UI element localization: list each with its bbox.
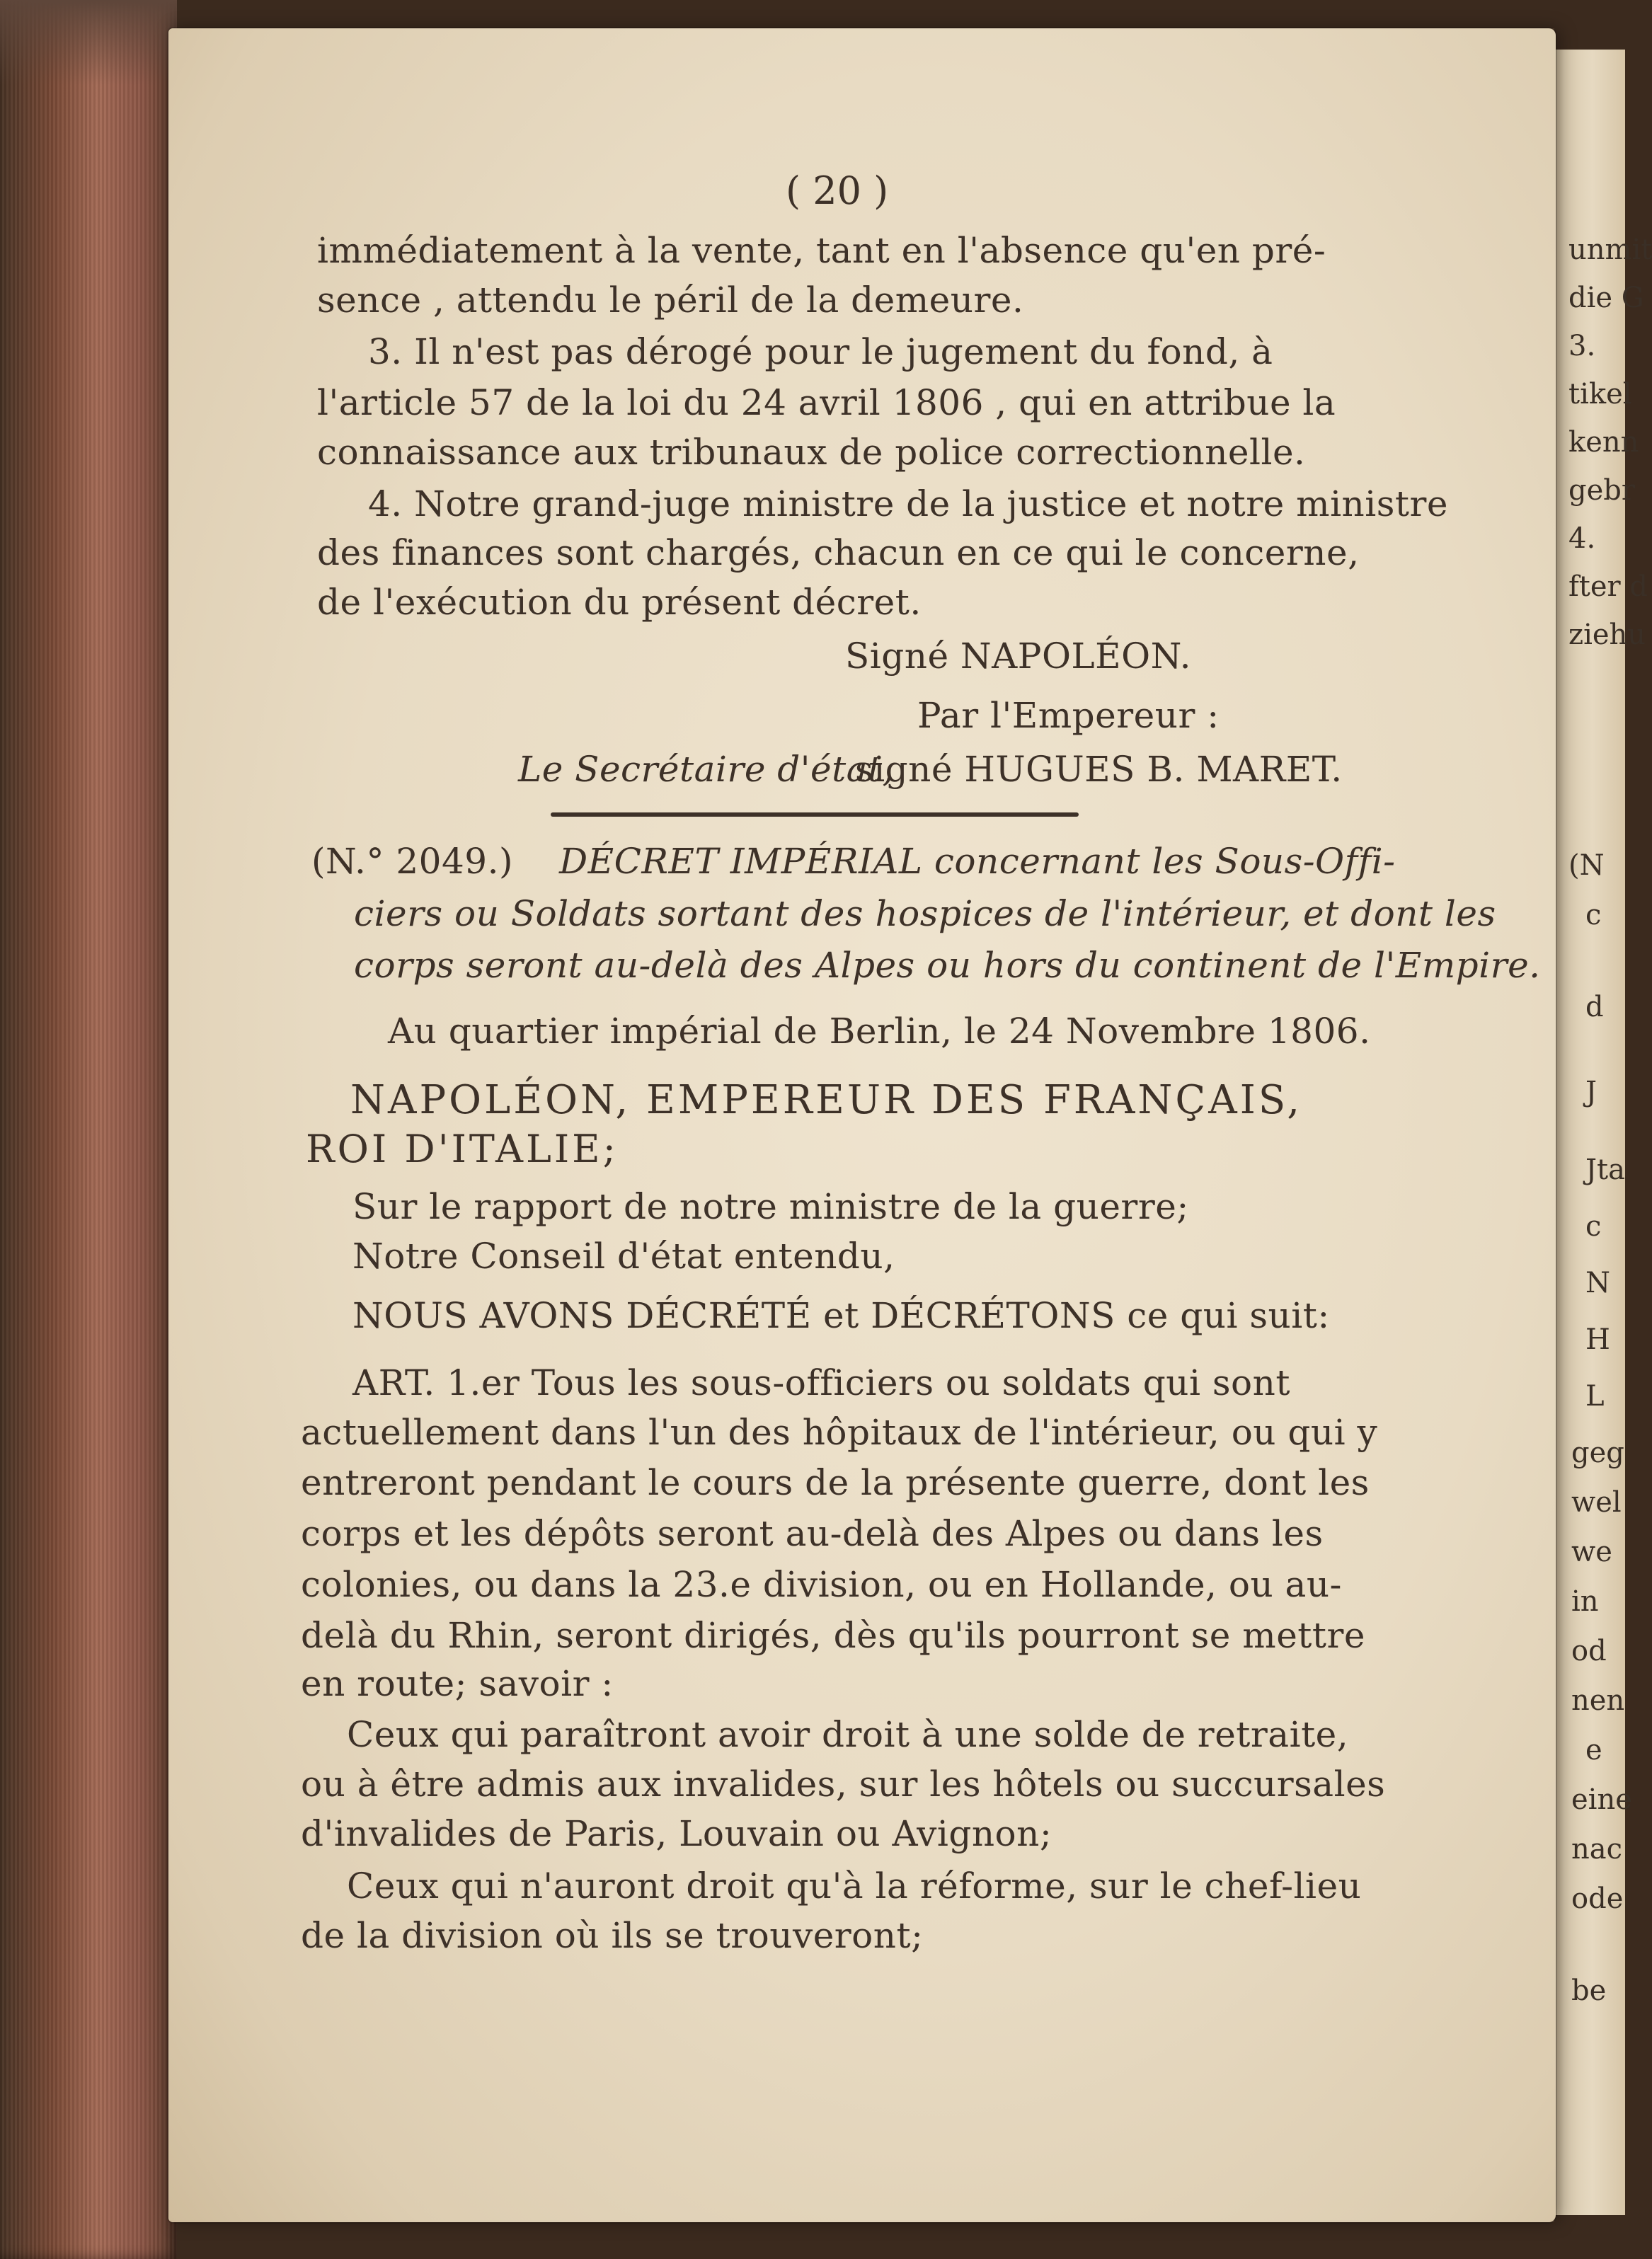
preamble-line: ROI D'ITALIE; — [306, 1127, 619, 1171]
text-line: l'article 57 de la loi du 24 avril 1806 , qui en attribue la — [317, 382, 1336, 423]
text-line: connaissance aux tribunaux de police correctionnelle. — [317, 432, 1306, 473]
article-line: colonies, ou dans la 23.e division, ou en Hollande, ou au- — [301, 1564, 1342, 1605]
text-line: immédiatement à la vente, tant en l'absence qu'en pré- — [317, 230, 1326, 271]
page-number: ( 20 ) — [786, 168, 889, 213]
decree-number: (N.° 2049.) — [311, 841, 513, 882]
article-line: delà du Rhin, seront dirigés, dès qu'ils pourront se mettre — [301, 1615, 1365, 1656]
next-page-fragment: fter d — [1568, 570, 1648, 603]
article-line: de la division où ils se trouveront; — [301, 1915, 924, 1956]
next-page-fragment: Jta — [1585, 1154, 1625, 1186]
preamble-line: NOUS AVONS DÉCRÉTÉ et DÉCRÉTONS ce qui suit: — [352, 1295, 1330, 1336]
text-line: 4. Notre grand-juge ministre de la justice et notre ministre — [368, 483, 1448, 524]
next-page-fragment: nac — [1571, 1833, 1623, 1866]
book-fore-edge — [0, 0, 177, 2259]
next-page-fragment: 3. — [1568, 330, 1596, 362]
next-page-fragment: ode — [1571, 1883, 1624, 1915]
text-line: des finances sont chargés, chacun en ce qui le concerne, — [317, 532, 1360, 573]
next-page-fragment: we — [1571, 1536, 1612, 1568]
next-page-fragment: e — [1585, 1734, 1602, 1766]
text-line: de l'exécution du présent décret. — [317, 582, 922, 623]
next-page-fragment: be — [1571, 1975, 1607, 2007]
next-page-fragment: die G — [1568, 282, 1644, 314]
next-page-fragment: 4. — [1568, 522, 1596, 555]
next-page-fragment: eine — [1571, 1783, 1632, 1816]
preamble-line: Sur le rapport de notre ministre de la guerre; — [352, 1186, 1189, 1227]
next-page-fragment: c — [1585, 1210, 1602, 1243]
next-page-fragment: gebr — [1568, 474, 1636, 507]
next-page-fragment: unmit — [1568, 234, 1652, 266]
decree-title-line: corps seront au-delà des Alpes ou hors du continent de l'Empire. — [354, 945, 1541, 986]
next-page-fragment: J — [1585, 1076, 1597, 1108]
section-rule — [551, 812, 1079, 817]
decree-title-line: ciers ou Soldats sortant des hospices de l'intérieur, et dont les — [354, 893, 1496, 934]
article-line: Ceux qui n'auront droit qu'à la réforme, sur le chef-lieu — [347, 1866, 1362, 1907]
book-edge-shadow — [0, 0, 177, 85]
article-line: actuellement dans l'un des hôpitaux de l'intérieur, ou qui y — [301, 1412, 1378, 1453]
decree-title-line: DÉCRET IMPÉRIAL concernant les Sous-Offi- — [559, 841, 1396, 882]
par-empereur: Par l'Empereur : — [917, 695, 1220, 736]
article-line: entreront pendant le cours de la présente guerre, dont les — [301, 1462, 1370, 1503]
text-line: sence , attendu le péril de la demeure. — [317, 280, 1024, 321]
secretaire-label: Le Secrétaire d'état, — [518, 749, 895, 790]
next-page-fragment: d — [1585, 991, 1604, 1023]
article-line: en route; savoir : — [301, 1663, 614, 1704]
next-page-fragment: ziehu — [1568, 619, 1646, 651]
article-line: ou à être admis aux invalides, sur les hôtels ou succursales — [301, 1764, 1386, 1805]
next-page-fragment: tikel — [1568, 378, 1632, 410]
article-line: d'invalides de Paris, Louvain ou Avignon; — [301, 1813, 1052, 1854]
next-page-fragment: c — [1585, 899, 1602, 931]
article-line: corps et les dépôts seront au-delà des Alpes ou dans les — [301, 1513, 1324, 1554]
next-page-fragment: L — [1585, 1380, 1605, 1413]
preamble-line: NAPOLÉON, EMPEREUR DES FRANÇAIS, — [350, 1077, 1302, 1123]
next-page-fragment: H — [1585, 1323, 1610, 1356]
secretaire-signature: signé HUGUES B. MARET. — [855, 749, 1343, 790]
next-page-fragment: (N — [1568, 849, 1605, 882]
dateline: Au quartier impérial de Berlin, le 24 Novembre 1806. — [388, 1011, 1371, 1052]
signature-napoleon: Signé NAPOLÉON. — [845, 636, 1192, 677]
next-page-fragment: in — [1571, 1585, 1599, 1618]
preamble-line: Notre Conseil d'état entendu, — [352, 1236, 895, 1277]
text-line: 3. Il n'est pas dérogé pour le jugement du fond, à — [368, 331, 1273, 372]
next-page-fragment: kenn — [1568, 426, 1639, 459]
next-page-fragment: od — [1571, 1635, 1607, 1667]
next-page-fragment: geg — [1571, 1437, 1624, 1469]
article-line: ART. 1.er Tous les sous-officiers ou soldats qui sont — [352, 1362, 1290, 1403]
next-page-fragment: wel — [1571, 1486, 1622, 1519]
article-line: Ceux qui paraîtront avoir droit à une solde de retraite, — [347, 1714, 1349, 1755]
next-page-fragment: N — [1585, 1267, 1610, 1299]
next-page-fragment: nen — [1571, 1684, 1625, 1717]
